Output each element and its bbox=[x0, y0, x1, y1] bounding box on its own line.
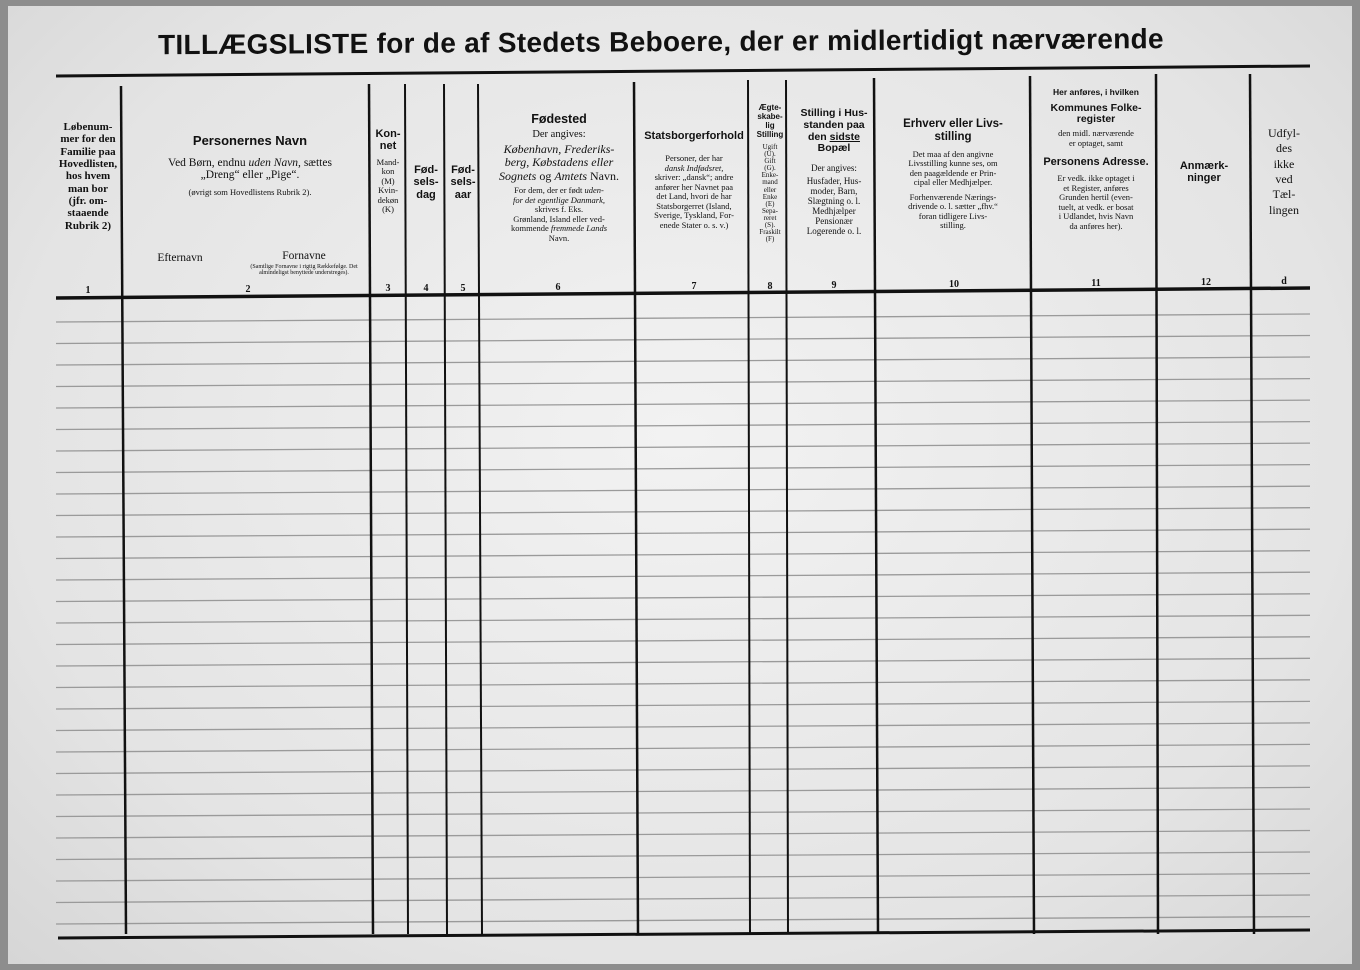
col11-heading2: Personens Adresse. bbox=[1043, 156, 1149, 169]
entry-row-line bbox=[56, 701, 1310, 709]
col6-note: kommende bbox=[510, 223, 549, 234]
col8-line: Fraskilt bbox=[759, 228, 781, 237]
col6-note: Grønland, Island eller ved- bbox=[513, 213, 605, 224]
col12-heading: ninger bbox=[1187, 172, 1221, 185]
col2-sub-right bbox=[240, 250, 368, 276]
col9-line: Der angives: bbox=[811, 163, 857, 173]
col10-line: drivende o. l. sætter „fhv.“ bbox=[908, 201, 998, 212]
col5-heading: Fød- bbox=[451, 164, 475, 176]
col7-heading: Statsborgerforhold bbox=[644, 130, 744, 142]
col7-line: Personer, der har bbox=[665, 153, 723, 164]
col-number: 2 bbox=[245, 284, 251, 295]
col11-line: Er vedk. ikke optaget i bbox=[1057, 173, 1135, 184]
col10-header bbox=[878, 118, 1028, 231]
col2-note: sættes bbox=[303, 156, 332, 169]
entry-row-line bbox=[56, 486, 1310, 494]
entry-row-line bbox=[56, 529, 1310, 537]
entry-row-line bbox=[56, 831, 1310, 839]
entry-row-line bbox=[56, 572, 1310, 580]
col1-header bbox=[52, 121, 124, 232]
col12-heading: Anmærk- bbox=[1179, 160, 1229, 172]
col12-header bbox=[1158, 160, 1250, 185]
col2-header bbox=[130, 134, 370, 198]
col4-heading: dag bbox=[416, 188, 436, 201]
col11-line: i Udlandet, hvis Navn bbox=[1058, 211, 1134, 222]
col8-line: Ugift bbox=[762, 142, 778, 151]
col9-header bbox=[791, 108, 877, 237]
col8-line: (F) bbox=[765, 235, 775, 244]
entry-row-line bbox=[56, 723, 1310, 731]
col8-heading: lig bbox=[765, 120, 775, 130]
entry-row-line bbox=[56, 874, 1310, 882]
col11-line: tuelt, at vedk. er bosat bbox=[1058, 201, 1134, 212]
col3-line: Kvin- bbox=[378, 185, 398, 196]
entry-row-line bbox=[56, 895, 1310, 903]
col10-line: stilling. bbox=[940, 220, 966, 231]
entry-row-line bbox=[56, 917, 1310, 924]
col6-note: Navn. bbox=[548, 232, 570, 243]
col5-heading: sels- bbox=[450, 176, 476, 189]
col6-header bbox=[482, 112, 636, 243]
entry-row-line bbox=[56, 400, 1310, 408]
col10-line: Det maa af den angivne bbox=[912, 148, 994, 159]
col2-note: „Dreng“ eller „Pige“. bbox=[200, 169, 300, 182]
entry-row-line bbox=[56, 508, 1310, 516]
col8-heading: Ægte- bbox=[758, 103, 782, 112]
col6-sub: Der angives: bbox=[532, 129, 586, 140]
column-divider bbox=[444, 84, 447, 934]
col7-line: anfører her Navnet paa bbox=[654, 181, 734, 192]
col1-line: hos hvem bbox=[65, 170, 111, 183]
col-number: 3 bbox=[385, 283, 391, 294]
col2-note-italic: uden Navn, bbox=[248, 156, 301, 169]
col2-heading: Personernes Navn bbox=[192, 133, 308, 148]
col2-sub-left: Efternavn bbox=[157, 252, 203, 264]
col9-heading: Bopæl bbox=[817, 142, 851, 155]
col-d-line: lingen bbox=[1269, 202, 1299, 217]
col1-line: Rubrik 2) bbox=[64, 219, 112, 232]
col-number: 9 bbox=[831, 280, 837, 291]
entry-row-line bbox=[56, 422, 1310, 430]
col11-heading: Kommunes Folke- bbox=[1050, 101, 1142, 114]
col3-heading: Kon- bbox=[375, 128, 401, 140]
col-d-header bbox=[1254, 126, 1314, 218]
col-d-line: Udfyl- bbox=[1268, 126, 1300, 140]
col11-line: Grunden hertil (even- bbox=[1059, 192, 1133, 203]
col11-header bbox=[1034, 88, 1158, 231]
col1-line: Familie paa bbox=[60, 145, 116, 158]
col7-line: enede Stater o. s. v.) bbox=[659, 219, 729, 230]
col9-line: Slægtning o. l. bbox=[807, 196, 861, 207]
entry-row-line bbox=[56, 379, 1310, 387]
col7-line: Sverige, Tyskland, For- bbox=[654, 210, 734, 221]
col5-heading: aar bbox=[454, 188, 472, 201]
col6-line: Sognets bbox=[498, 168, 537, 183]
col6-note: for det egentlige Danmark, bbox=[512, 194, 606, 205]
entry-row-line bbox=[56, 809, 1310, 817]
col9-heading: den bbox=[808, 130, 827, 143]
entry-row-line bbox=[56, 357, 1310, 365]
col10-line: foran tidligere Livs- bbox=[918, 210, 988, 221]
col6-line: Navn. bbox=[587, 168, 619, 183]
col-d-line: Tæl- bbox=[1272, 187, 1296, 202]
col8-header bbox=[750, 104, 790, 244]
col8-line: (G). bbox=[764, 164, 776, 173]
col-number: 6 bbox=[555, 282, 561, 293]
entry-row-line bbox=[56, 594, 1310, 602]
col-d-line: des bbox=[1276, 141, 1292, 156]
col11-line: er optaget, samt bbox=[1068, 137, 1124, 148]
col6-note: uden- bbox=[584, 185, 604, 196]
col3-header bbox=[370, 128, 406, 215]
col-number: 5 bbox=[460, 283, 466, 294]
col7-header bbox=[638, 130, 750, 230]
col7-line: skriver: „dansk“; andre bbox=[654, 172, 734, 183]
entry-row-line bbox=[56, 637, 1310, 645]
col10-line: Livsstilling kunne ses, om bbox=[908, 158, 998, 169]
col1-line: Løbenum- bbox=[63, 121, 113, 133]
col2-note: Ved Børn, endnu bbox=[168, 156, 246, 169]
col11-line: et Register, anføres bbox=[1063, 182, 1129, 193]
col11-top: Her anføres, i hvilken bbox=[1053, 87, 1139, 97]
entry-row-line bbox=[56, 680, 1310, 688]
col5-header bbox=[446, 164, 480, 201]
col8-line: reret bbox=[763, 214, 777, 223]
col1-line: Hovedlisten, bbox=[58, 157, 118, 170]
col9-line: moder, Barn, bbox=[810, 186, 858, 197]
col11-line: den midl. nærværende bbox=[1058, 128, 1134, 139]
col-number: 7 bbox=[691, 281, 697, 292]
col6-line: og bbox=[536, 168, 555, 183]
col10-line: den paagældende er Prin- bbox=[909, 167, 997, 178]
col9-line: Logerende o. l. bbox=[806, 226, 862, 237]
entry-row-line bbox=[56, 744, 1310, 752]
col7-line: dansk Indfødsret, bbox=[664, 162, 724, 173]
col3-line: kon bbox=[381, 166, 395, 177]
col7-line: Statsborgerret (Island, bbox=[656, 200, 732, 211]
col-number: 8 bbox=[767, 281, 773, 292]
col8-line: Sepa- bbox=[762, 206, 778, 215]
col1-line: staaende bbox=[67, 207, 109, 220]
col3-heading: net bbox=[379, 140, 397, 153]
col-number: 1 bbox=[85, 285, 91, 296]
col8-line: Enke- bbox=[761, 171, 779, 180]
entry-row-line bbox=[56, 314, 1310, 322]
col10-heading: Erhverv eller Livs- bbox=[903, 118, 1003, 130]
form-title: TILLÆGSLISTE for de af Stedets Beboere, der er midlertidigt nærværende bbox=[157, 23, 1164, 61]
col9-heading: Stilling i Hus- bbox=[800, 107, 868, 119]
col1-line: man bor bbox=[67, 182, 109, 195]
entry-row-line bbox=[56, 852, 1310, 860]
col9-line: Husfader, Hus- bbox=[806, 176, 862, 187]
entry-row-line bbox=[56, 658, 1310, 666]
census-form-sheet bbox=[8, 6, 1352, 964]
col8-line: mand bbox=[762, 178, 778, 187]
entry-row-line bbox=[56, 443, 1310, 451]
col3-line: (K) bbox=[382, 204, 394, 215]
entry-row-line bbox=[56, 551, 1310, 559]
col8-heading: Stilling bbox=[756, 129, 784, 139]
col6-note: skrives f. Eks. bbox=[534, 204, 584, 215]
col8-line: Enke bbox=[762, 192, 778, 201]
entry-row-line bbox=[56, 465, 1310, 473]
col1-line: (jfr. om- bbox=[68, 194, 108, 207]
col6-line: berg, Købstadens eller bbox=[504, 155, 614, 170]
col10-line: cipal eller Medhjælper. bbox=[913, 177, 993, 188]
col6-line: København, Frederiks- bbox=[503, 141, 615, 156]
col9-line: Medhjælper bbox=[812, 206, 856, 217]
col3-line: dekøn bbox=[377, 194, 399, 205]
col3-line: Mand- bbox=[376, 156, 400, 167]
col7-line: det Land, hvori de har bbox=[656, 191, 732, 202]
col6-note: For dem, der er født bbox=[514, 185, 583, 196]
col-number: 4 bbox=[423, 283, 429, 294]
col4-heading: sels- bbox=[413, 176, 439, 189]
entry-row-line bbox=[56, 766, 1310, 774]
col4-heading: Fød- bbox=[414, 164, 438, 176]
col8-line: (E) bbox=[765, 199, 775, 208]
col-number: 11 bbox=[1091, 278, 1101, 289]
col-d-line: ikke bbox=[1273, 156, 1295, 171]
col8-line: Gift bbox=[764, 157, 776, 166]
col11-heading: register bbox=[1076, 113, 1116, 126]
col3-line: (M) bbox=[381, 175, 395, 186]
col11-line: da anføres her). bbox=[1069, 220, 1123, 231]
col8-line: eller bbox=[763, 185, 777, 194]
col6-heading: Fødested bbox=[531, 112, 587, 126]
col-number: 10 bbox=[949, 279, 959, 290]
col-d-line: ved bbox=[1275, 172, 1293, 187]
col8-heading: skabe- bbox=[757, 111, 783, 121]
col9-heading: standen paa bbox=[803, 118, 865, 131]
col4-header bbox=[408, 164, 444, 201]
col-number: d bbox=[1281, 276, 1287, 287]
col8-line: (S). bbox=[764, 221, 776, 230]
col8-line: (U). bbox=[764, 149, 776, 158]
entry-row-line bbox=[56, 615, 1310, 623]
col2-sub-right-label: Fornavne bbox=[282, 250, 326, 262]
col6-line: Amtets bbox=[554, 168, 587, 183]
col10-line: Forhenværende Nærings- bbox=[909, 191, 997, 202]
entry-row-line bbox=[56, 787, 1310, 795]
col10-heading: stilling bbox=[934, 130, 972, 143]
col2-note: (øvrigt som Hovedlistens Rubrik 2). bbox=[188, 187, 312, 198]
col2-sub-right-note: (Samtlige Fornavne i rigtig Rækkefølge. Det almindeligst benyttede understreges). bbox=[250, 263, 358, 276]
col6-note: fremmede Lands bbox=[550, 223, 607, 234]
entry-row-line bbox=[56, 336, 1310, 344]
col-number: 12 bbox=[1201, 277, 1211, 288]
col9-heading-underlined: sidste bbox=[829, 130, 860, 143]
col9-line: Pensionær bbox=[815, 216, 853, 227]
col1-line: mer for den bbox=[60, 133, 116, 146]
